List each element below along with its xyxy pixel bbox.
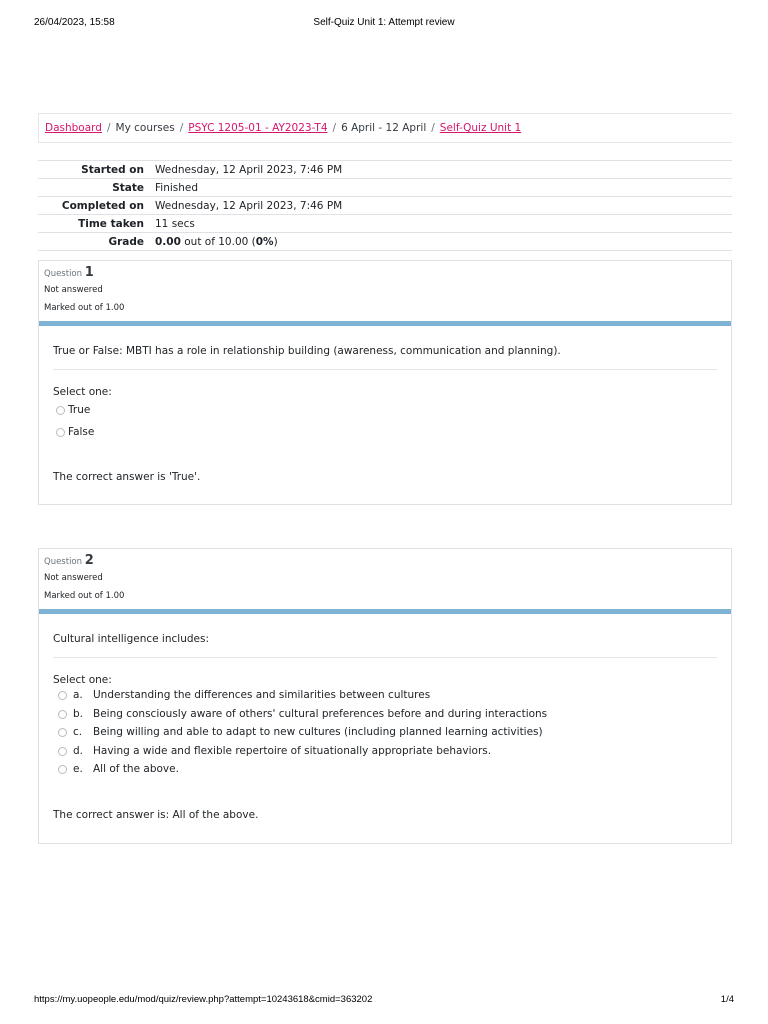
correct-answer-feedback: The correct answer is: All of the above. bbox=[53, 808, 259, 821]
radio-button[interactable] bbox=[58, 710, 67, 719]
answer-option-c[interactable] bbox=[53, 723, 717, 742]
answer-option-false[interactable] bbox=[53, 423, 717, 442]
select-prompt: Select one: bbox=[53, 386, 112, 398]
answer-option-a[interactable] bbox=[53, 686, 717, 705]
summary-label: State bbox=[38, 179, 155, 197]
question-number: 2 bbox=[84, 553, 94, 568]
summary-value: Wednesday, 12 April 2023, 7:46 PM bbox=[155, 161, 732, 179]
summary-value: Wednesday, 12 April 2023, 7:46 PM bbox=[155, 197, 732, 215]
answer-option-e[interactable] bbox=[53, 760, 717, 779]
summary-row-time-taken bbox=[38, 215, 732, 233]
print-url: https://my.uopeople.edu/mod/quiz/review.php?attempt=10243618&cmid=363202 bbox=[34, 994, 373, 1005]
grade-close: ) bbox=[273, 235, 278, 248]
option-label: Being willing and able to adapt to new cultures (including planned learning activities) bbox=[93, 726, 543, 738]
summary-row-state bbox=[38, 179, 732, 197]
answer-option-true[interactable] bbox=[53, 401, 717, 420]
grade-score: 0.00 bbox=[155, 235, 181, 248]
option-letter: e. bbox=[73, 763, 83, 775]
option-label: All of the above. bbox=[93, 763, 179, 775]
summary-value bbox=[155, 233, 732, 251]
option-label: Understanding the differences and similarities between cultures bbox=[93, 689, 431, 701]
radio-button[interactable] bbox=[56, 406, 65, 415]
grade-percent: 0% bbox=[255, 235, 274, 248]
breadcrumb-quiz-link[interactable]: Self-Quiz Unit 1 bbox=[439, 122, 522, 134]
grade-out-of: out of 10.00 ( bbox=[180, 235, 256, 248]
select-prompt: Select one: bbox=[53, 674, 112, 686]
summary-label: Started on bbox=[38, 161, 155, 179]
radio-button[interactable] bbox=[56, 428, 65, 437]
question-content bbox=[39, 614, 731, 821]
print-datetime: 26/04/2023, 15:58 bbox=[34, 17, 115, 28]
summary-row-started bbox=[38, 161, 732, 179]
print-footer bbox=[34, 994, 734, 1008]
question-info bbox=[39, 549, 731, 609]
summary-row-grade bbox=[38, 233, 732, 251]
breadcrumb-separator: / bbox=[179, 122, 184, 134]
summary-label: Time taken bbox=[38, 215, 155, 233]
question-marked: Marked out of 1.00 bbox=[44, 591, 125, 601]
option-letter: b. bbox=[73, 707, 84, 720]
breadcrumb-dashboard-link[interactable]: Dashboard bbox=[45, 122, 102, 134]
radio-button[interactable] bbox=[58, 691, 67, 700]
radio-button[interactable] bbox=[58, 728, 67, 737]
option-label: False bbox=[68, 425, 95, 438]
question-content bbox=[39, 326, 731, 483]
breadcrumb-separator: / bbox=[332, 122, 337, 134]
radio-button[interactable] bbox=[58, 765, 67, 774]
question-1 bbox=[38, 260, 732, 505]
summary-value: 11 secs bbox=[155, 215, 732, 233]
question-info bbox=[39, 261, 731, 321]
breadcrumb-separator: / bbox=[106, 122, 111, 134]
question-text: True or False: MBTI has a role in relationship building (awareness, communication and planning). bbox=[53, 345, 717, 370]
answer-option-b[interactable] bbox=[53, 705, 717, 724]
question-label: Question bbox=[44, 269, 83, 279]
breadcrumb bbox=[38, 113, 732, 143]
summary-value: Finished bbox=[155, 179, 732, 197]
question-state: Not answered bbox=[44, 573, 103, 583]
print-title: Self-Quiz Unit 1: Attempt review bbox=[313, 17, 455, 28]
question-label: Question bbox=[44, 557, 83, 567]
attempt-summary-table bbox=[38, 160, 732, 251]
breadcrumb-course-link[interactable]: PSYC 1205-01 - AY2023-T4 bbox=[188, 122, 328, 134]
answer-option-d[interactable] bbox=[53, 742, 717, 761]
correct-answer-feedback: The correct answer is 'True'. bbox=[53, 471, 201, 483]
radio-button[interactable] bbox=[58, 747, 67, 756]
question-marked: Marked out of 1.00 bbox=[44, 303, 125, 313]
option-letter: a. bbox=[73, 689, 83, 701]
option-letter: c. bbox=[73, 726, 83, 738]
breadcrumb-my-courses: My courses bbox=[115, 122, 175, 134]
print-page-number: 1/4 bbox=[720, 994, 734, 1005]
question-state: Not answered bbox=[44, 285, 103, 295]
option-label: Having a wide and flexible repertoire of situationally appropriate behaviors. bbox=[93, 744, 492, 757]
summary-label: Completed on bbox=[38, 197, 155, 215]
option-label: True bbox=[68, 404, 91, 416]
summary-row-completed bbox=[38, 197, 732, 215]
summary-label: Grade bbox=[38, 233, 155, 251]
question-2 bbox=[38, 548, 732, 844]
question-number: 1 bbox=[84, 265, 94, 280]
breadcrumb-week: 6 April - 12 April bbox=[341, 122, 427, 134]
option-letter: d. bbox=[73, 744, 84, 757]
option-label: Being consciously aware of others' cultural preferences before and during interactions bbox=[93, 707, 548, 720]
breadcrumb-separator: / bbox=[431, 122, 435, 134]
print-header bbox=[34, 17, 734, 31]
question-text: Cultural intelligence includes: bbox=[53, 633, 717, 658]
